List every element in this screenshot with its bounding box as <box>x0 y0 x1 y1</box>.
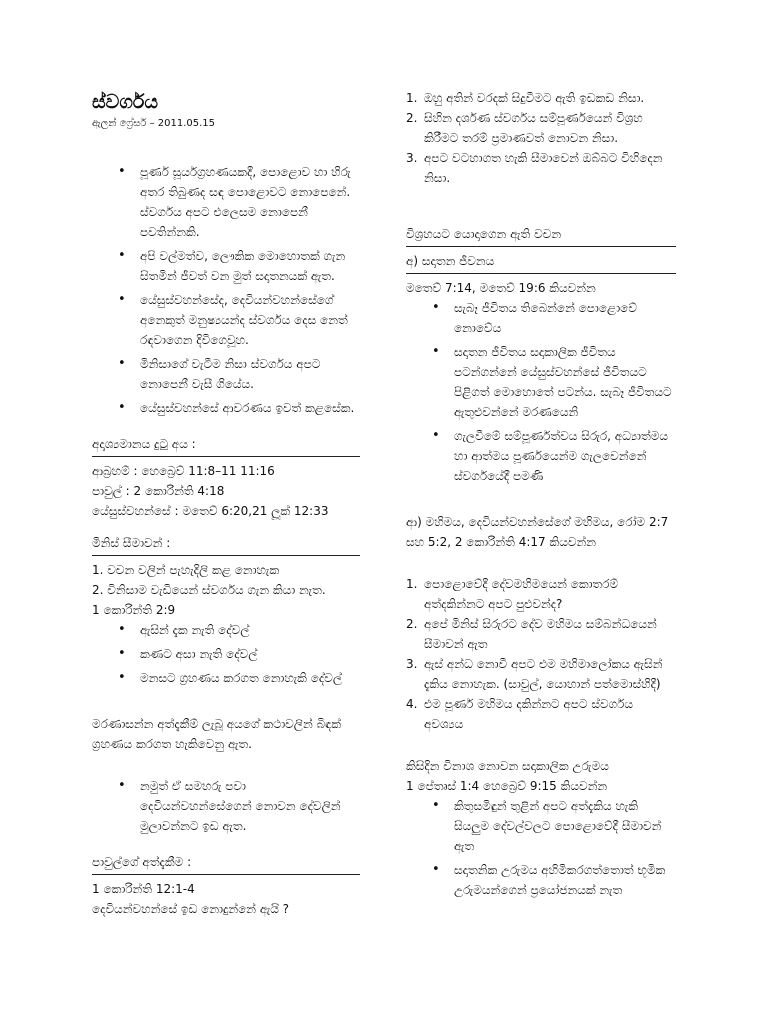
paul-question: දෙවියන්වහන්සේ ඉඩ නොදුන්නේ ඇයි ? <box>92 902 290 916</box>
focus-heading: විශ්‍රහයට යොදාගෙන ඇති වචන <box>406 224 676 247</box>
list-item: 1. ඔහු අතින් වරදක් සිදුවීමට ඇති ඉඩකඩ නිසා. <box>406 91 645 105</box>
list-item: • ගැලවීමේ සම්පූර්ණත්වය සිරුර, අධ්‍යාත්මය හා ආත්මය පූර්ණයෙන්ම ගැලවෙන්නේ ස්වර්ගයේදී පමණි <box>454 426 676 486</box>
list-item: • මිනිසාගේ වැටීම නිසා ස්වර්ගය අපට නොපෙනී වැසී ගියේය. <box>140 354 360 394</box>
list-item: • යේසුස්වහන්සේද, දෙවියන්වහන්සේගේ අනෙකුත් මනුෂ්‍යයන්ද ස්වර්ගය දෙස නෙත් රඳවාගෙන දිවිගෙවූහ. <box>140 290 360 350</box>
list-item: • සදාතන ජීවිතය සදාකාලික ජීවිතය පටන්ගන්නේ යේසුස්වහන්සේ ජීවිතයට පිළිගත් මොහොතේ පටන්ය. සැබෑ ජීවිතයට ඇතුළුවන්නේ මරණයෙනි <box>454 342 676 422</box>
list-item: 2. අපේ මිනිස් සිරුරට දේව මහිමය සම්බන්ධයෙන් සීමාවන් ඇත <box>406 617 657 651</box>
inheritance-ref: 1 පේතෘස් 1:4 හෙබ්‍රෙව් 9:15 කියවන්න <box>406 779 608 793</box>
list-item: • කිතුසමිඳුන් තුළින් අපට අත්දැකිය හැකි සියලුම දේවල්වලට පොළොවේදී සීමාවන් ඇත <box>454 796 676 856</box>
list-item: • නමුත් ඒ සමහරු පවා දෙවියන්වහන්සේගෙන් නොවන දේවලින් මුලාවන්නට ඉඩ ඇත. <box>140 776 360 836</box>
list-item: • යේසුස්වහන්සේ ආවරණය ඉවත් කළසේක. <box>140 398 360 418</box>
inheritance-heading: කිසිදින විනාශ නොවන සදාකාලික උරුමය <box>406 759 609 773</box>
list-item: • ඇසින් දැක නැති දේවල් <box>140 620 360 640</box>
inheritance-list <box>406 796 676 900</box>
focus-b-list <box>406 574 676 734</box>
limit-item: 2. විනිසාම වැඩියෙන් ස්වර්ගය ගැන කියා නැත. <box>92 583 326 597</box>
intro-list <box>92 162 360 418</box>
seer-line: පාවුල් : 2 කොරින්ති 4:18 <box>92 484 225 498</box>
list-item: • සදාතනික උරුමය අහිමිකරගත්තොත් භූමික උරුමයන්ගෙන් ප්‍රයෝජනයක් නැත <box>454 860 676 900</box>
list-item: 3. අපට වටහාගත හැකි සීමාවෙන් ඔබ්බට විහිදෙන නිසා. <box>406 151 663 185</box>
seers-heading: අදෘශ්‍යමානය දුටු අය : <box>92 434 360 457</box>
focus-a-heading: අ) සදාතන ජීවනය <box>406 251 676 274</box>
list-item: • කණට අසා නැති දේවල් <box>140 644 360 664</box>
focus-a-ref: මතෙව් 7:14, මතෙව් 19:6 කියවන්න <box>406 281 596 295</box>
paul-ref: 1 කොරින්ති 12:1-4 <box>92 882 195 896</box>
focus-b-heading: ආ) මහිමය, දෙවියන්වහන්සේගේ මහිමය, රෝම 2:7 සහ 5:2, 2 කොරින්ති 4:17 කියවන්න <box>406 515 669 549</box>
focus-a-list <box>406 298 676 486</box>
dying-list <box>92 776 360 836</box>
list-item: 3. ඇස් අන්ධ නොවී අපට එම මහිමාලෝකය ඇසින් දැකිය නොහැක. (සාවුල්, යොහාන් පත්මොස්හිදී) <box>406 657 663 691</box>
list-item: • පූර්ණ සූර්යග්‍රහණයකදී, පොළොව හා හිරු අතර තිබුණද සඳ පොළොවට නොපෙනේ. ස්වර්ගය අපට එලෙසම නොපෙනී පවතින්නකි. <box>140 162 360 242</box>
right-column <box>406 88 676 904</box>
list-item: • අපි වල්මත්ව, ලෞකික මොහොතක් ගැන සිතමින් ජීවත් වන මුත් සදාතනයක් ඇත. <box>140 246 360 286</box>
seer-line: යේසුස්වහන්සේ : මතෙව් 6:20,21 ලූක් 12:33 <box>92 504 329 518</box>
dying-paragraph: මරණාසන්න අත්දැකීම් ලැබූ අයගේ කථාවලින් බිඳක් ග්‍රහණය කරගත හැකිවෙනු ඇත. <box>92 717 341 751</box>
limits-list <box>92 620 360 688</box>
list-item: • සැබෑ ජීවිතය තිබෙන්නේ පොළොවේ නොවේය <box>454 298 676 338</box>
list-item: 1. පොළොවේදී දේවමහිමයෙන් කොතරම් අත්දකින්නට අපට පුළුවන්ද? <box>406 577 619 611</box>
seer-line: ආබ්‍රහම් : හෙබ්‍රෙව් 11:8–11 11:16 <box>92 464 275 478</box>
page-title: ස්වර්ගය <box>92 91 159 113</box>
author-date: ඇලන් ෆ්‍රේසර් – 2011.05.15 <box>92 118 216 129</box>
list-item: • මනසට ග්‍රහණය කරගත නොහැකි දේවල් <box>140 668 360 688</box>
left-column <box>92 88 360 919</box>
limits-ref: 1 කොරින්ති 2:9 <box>92 603 176 617</box>
list-item: 2. සිහින දර්ශණ ස්වර්ගය සම්පූර්ණයෙන් විශ්‍රහ කිරීමට තරම් ප්‍රමාණවත් නොවන නිසා. <box>406 111 643 145</box>
list-item: 4. එම පූර්ණ මහිමය දකින්නට අපට ස්වර්ගය අවශ්‍යය <box>406 697 634 731</box>
reasons-list <box>406 88 676 188</box>
limit-item: 1. වචන වලින් පැහැදිලි කළ නොහැක <box>92 563 280 577</box>
paul-heading: පාවුල්ගේ අත්දැකීම : <box>92 852 360 875</box>
limits-heading: මිනිස් සීමාවන් : <box>92 533 360 556</box>
